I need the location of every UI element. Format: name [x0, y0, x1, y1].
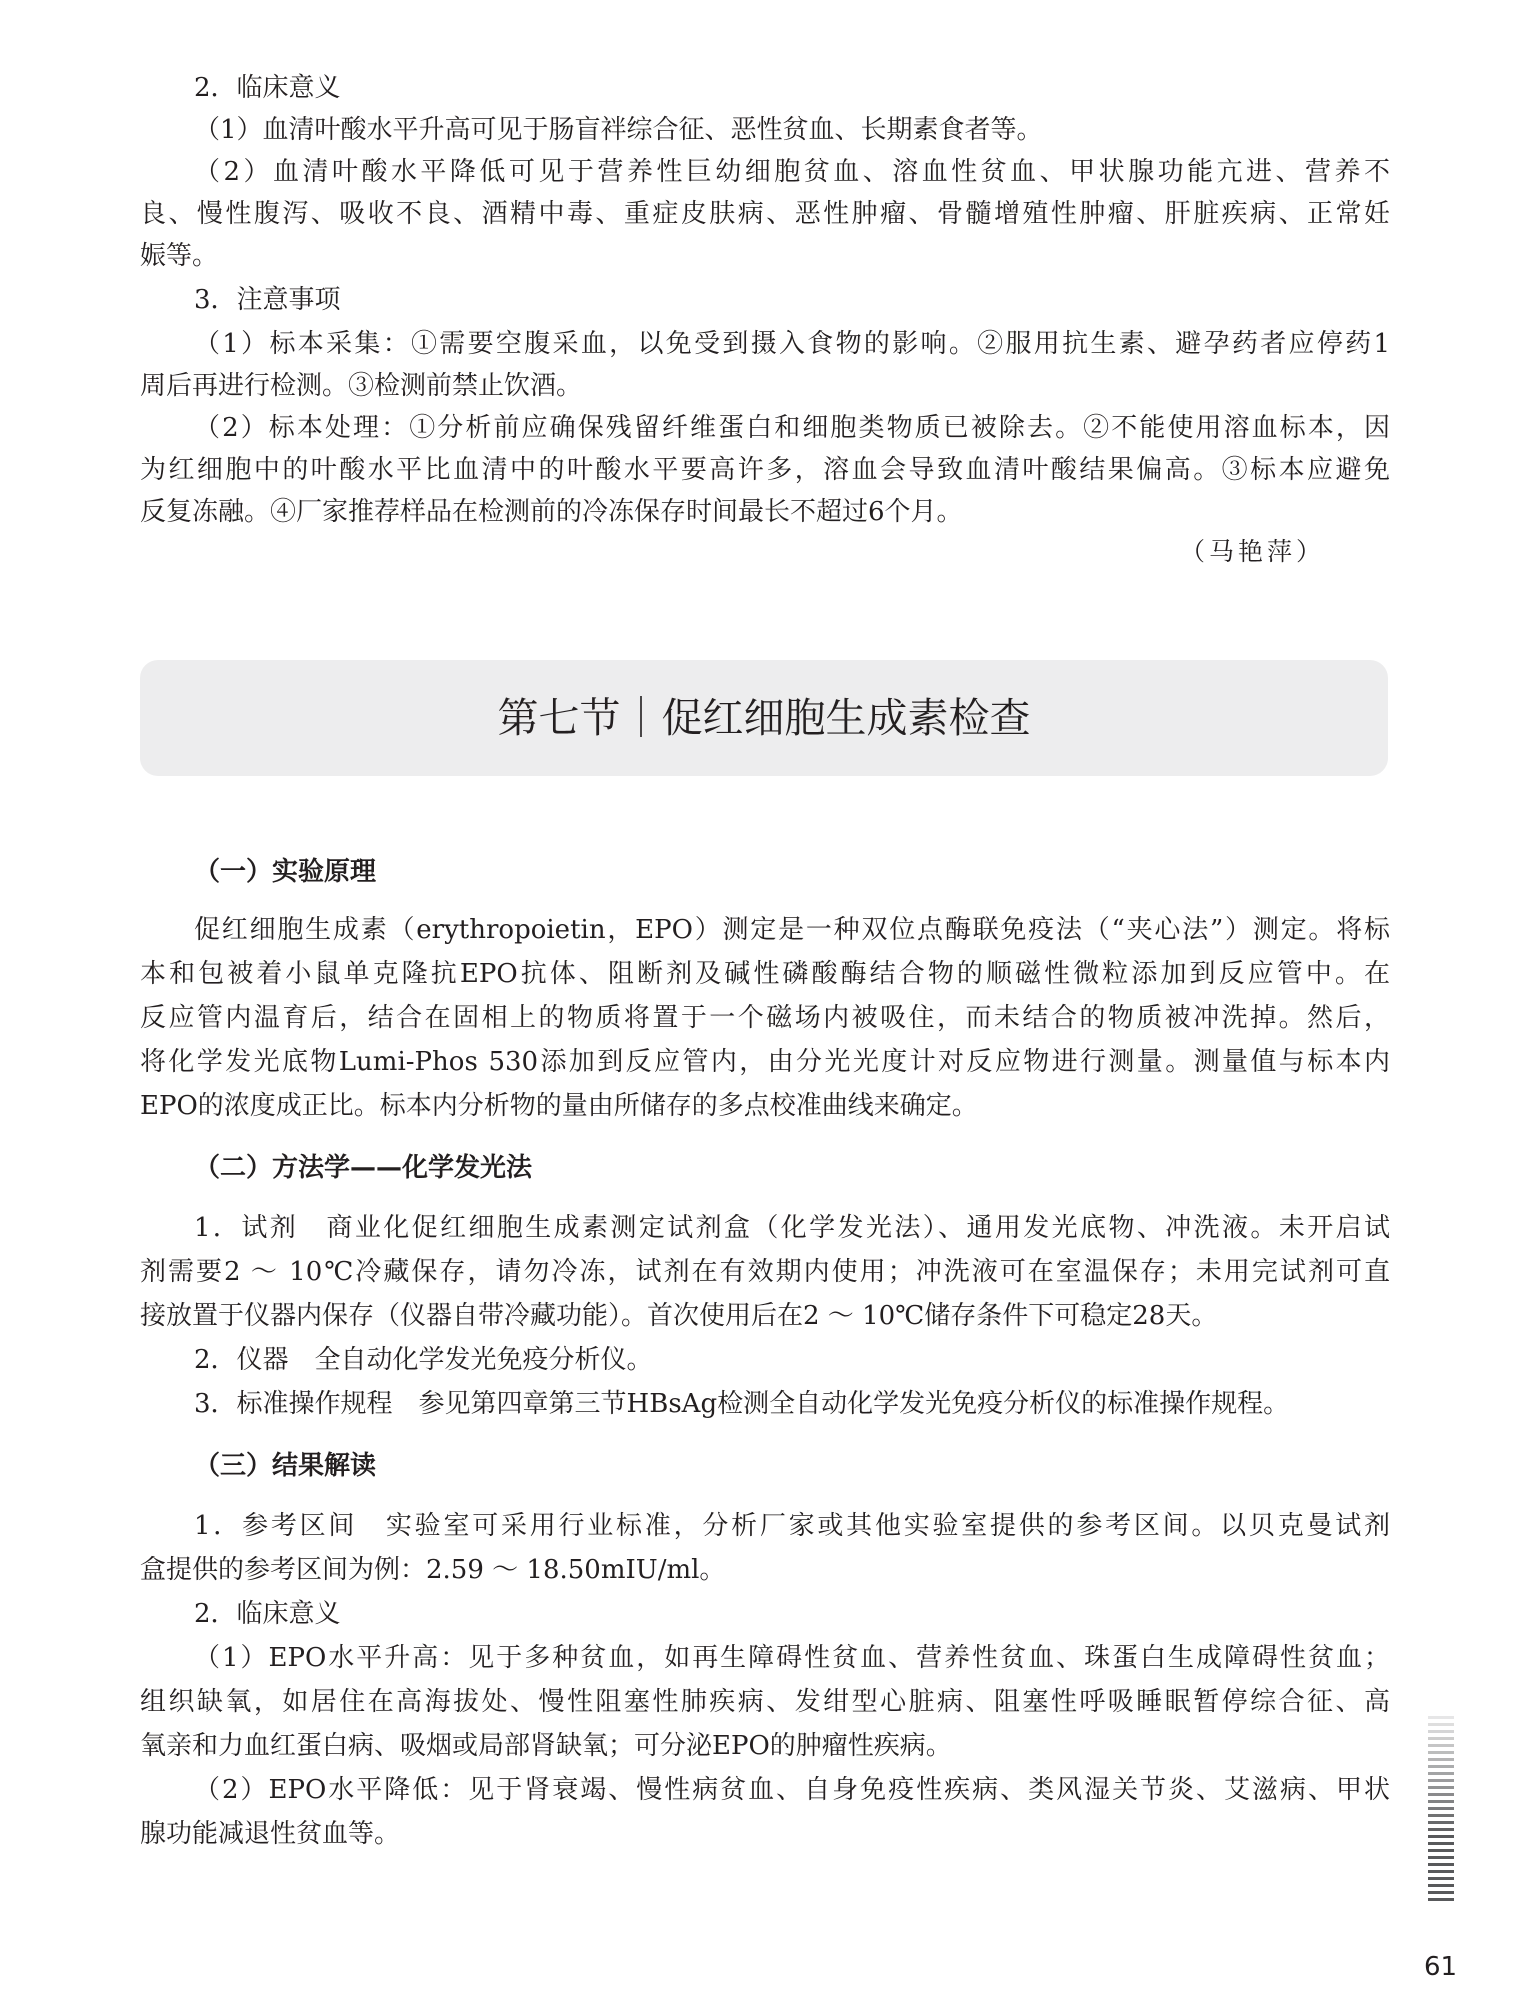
paragraph-line: （2）EPO水平降低：见于肾衰竭、慢性病贫血、自身免疫性疾病、类风湿关节炎、艾滋病、甲状: [194, 1775, 1390, 1805]
paragraph-line: （2）标本处理：①分析前应确保残留纤维蛋白和细胞类物质已被除去。②不能使用溶血标本，因: [194, 413, 1390, 443]
paragraph-line: EPO的浓度成正比。标本内分析物的量由所储存的多点校准曲线来确定。: [140, 1091, 978, 1121]
paragraph-line: 腺功能减退性贫血等。: [140, 1819, 401, 1849]
heading-methodology: （二）方法学——化学发光法: [194, 1153, 533, 1183]
thumb-index-bars: [1428, 1716, 1454, 1905]
paragraph-line: 将化学发光底物Lumi-Phos 530添加到反应管内，由分光光度计对反应物进行测量。测量值与标本内: [140, 1047, 1390, 1077]
paragraph-line: 良、慢性腹泻、吸收不良、酒精中毒、重症皮肤病、恶性肿瘤、骨髓增殖性肿瘤、肝脏疾病、正常妊: [140, 199, 1390, 229]
paragraph-line: 本和包被着小鼠单克隆抗EPO抗体、阻断剂及碱性磷酸酶结合物的顺磁性微粒添加到反应管中。在: [140, 959, 1390, 989]
paragraph-line: 剂需要2 ～ 10℃冷藏保存，请勿冷冻，试剂在有效期内使用；冲洗液可在室温保存；未用完试剂可直: [140, 1257, 1390, 1287]
page-number: 61: [1424, 1952, 1458, 1982]
subsection-heading-clinical-significance: 2．临床意义: [194, 1599, 341, 1629]
paragraph-line: 反应管内温育后，结合在固相上的物质将置于一个磁场内被吸住，而未结合的物质被冲洗掉。然后，: [140, 1003, 1390, 1033]
paragraph-line: 周后再进行检测。③检测前禁止饮酒。: [140, 371, 583, 401]
paragraph-line: 组织缺氧，如居住在高海拔处、慢性阻塞性肺疾病、发绀型心脏病、阻塞性呼吸睡眠暂停综合征、高: [140, 1687, 1390, 1717]
paragraph-line: （2）血清叶酸水平降低可见于营养性巨幼细胞贫血、溶血性贫血、甲状腺功能亢进、营养不: [194, 157, 1390, 187]
paragraph-line: 1．试剂 商业化促红细胞生成素测定试剂盒（化学发光法）、通用发光底物、冲洗液。未开启试: [194, 1213, 1390, 1243]
paragraph-line: 反复冻融。④厂家推荐样品在检测前的冷冻保存时间最长不超过6个月。: [140, 497, 963, 527]
heading-experiment-principle: （一）实验原理: [194, 857, 377, 887]
paragraph-line: 2．仪器 全自动化学发光免疫分析仪。: [194, 1345, 653, 1375]
paragraph-line: 氧亲和力血红蛋白病、吸烟或局部肾缺氧；可分泌EPO的肿瘤性疾病。: [140, 1731, 952, 1761]
paragraph-line: 接放置于仪器内保存（仪器自带冷藏功能）。首次使用后在2 ～ 10℃储存条件下可稳定28天。: [140, 1301, 1218, 1331]
paragraph-line: 娠等。: [140, 241, 219, 271]
subsection-heading-clinical-significance: 2．临床意义: [194, 73, 341, 103]
paragraph-line: （1）EPO水平升高：见于多种贫血，如再生障碍性贫血、营养性贫血、珠蛋白生成障碍性贫血；: [194, 1643, 1390, 1673]
section-banner: [140, 660, 1388, 776]
heading-result-interpretation: （三）结果解读: [194, 1451, 377, 1481]
paragraph-line: 为红细胞中的叶酸水平比血清中的叶酸水平要高许多，溶血会导致血清叶酸结果偏高。③标本应避免: [140, 455, 1390, 485]
paragraph-line: 盒提供的参考区间为例：2.59 ～ 18.50mIU/ml。: [140, 1555, 726, 1585]
section-title: 第七节｜促红细胞生成素检查: [497, 694, 1031, 742]
paragraph-line: （1）标本采集：①需要空腹采血，以免受到摄入食物的影响。②服用抗生素、避孕药者应停药1: [194, 329, 1390, 359]
author-signature: （马艳萍）: [1180, 537, 1326, 566]
paragraph-line: （1）血清叶酸水平升高可见于肠盲袢综合征、恶性贫血、长期素食者等。: [194, 115, 1043, 145]
paragraph-line: 3．标准操作规程 参见第四章第三节HBsAg检测全自动化学发光免疫分析仪的标准操作规程。: [194, 1389, 1290, 1419]
paragraph-line: 1．参考区间 实验室可采用行业标准，分析厂家或其他实验室提供的参考区间。以贝克曼试剂: [194, 1511, 1390, 1541]
paragraph-line: 促红细胞生成素（erythropoietin，EPO）测定是一种双位点酶联免疫法（“夹心法”）测定。将标: [194, 915, 1390, 945]
subsection-heading-precautions: 3．注意事项: [194, 285, 341, 315]
